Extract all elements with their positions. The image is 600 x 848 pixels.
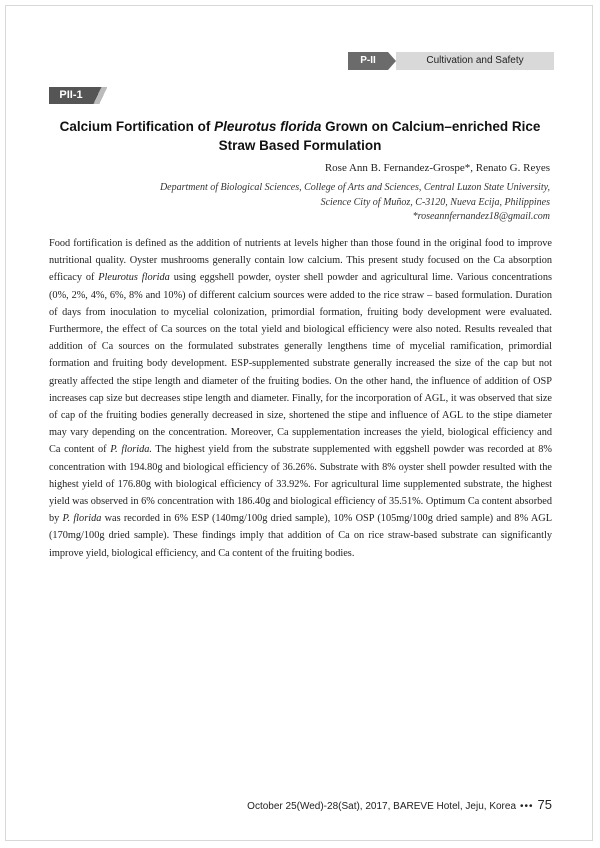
authors: Rose Ann B. Fernandez-Grospe*, Renato G. Reyes	[324, 162, 550, 174]
page-number: 75	[537, 797, 552, 812]
title-part1: Calcium Fortification of	[59, 119, 215, 134]
badge-stripe-icon	[93, 87, 109, 104]
abstract-text-3: The highest yield from the substrate supplemented with eggshell powder was recorded at 8% concentration with 194.80g and biological efficiency of 36.26%. Substrate with 8% oyster shell powder resulted with the highest yield of 176.80g with biological efficiency of 33.92%. For agricultural lime supplemented substrate, the highest yield was observed in 6% concentration with 186.40g and biological efficiency of 35.51%. Optimum Ca content absorbed by	[49, 444, 552, 525]
affiliation-line2: Science City of Muñoz, C-3120, Nueva Ecija, Philippines	[320, 196, 550, 208]
paper-title	[40, 117, 560, 155]
session-code: P-II	[348, 52, 388, 70]
badge-code: PII-1	[49, 87, 93, 104]
abstract-text-1: Food fortification is defined as the addition of nutrients at levels higher than those found in the original food to improve nutritional quality. Oyster mushrooms generally contain low calcium. This present study focused on the Ca absorption efficacy of	[49, 238, 552, 284]
affiliation-line1: Department of Biological Sciences, College of Arts and Sciences, Central Luzon State University,	[159, 182, 550, 193]
abstract-text-2: using eggshell powder, oyster shell powder and agricultural lime. Various concentrations (0%, 2%, 4%, 6%, 8% and 10%) of different calcium sources were added to the rice straw – based formulation. Duration of days from inoculation to mycelial colonization, primordial formation, fruiting body development were evaluated. Furthermore, the effect of Ca sources on the total yield and biological efficiency were also noted. Results revealed that addition of Ca sources on the formulated substrates generally lengthens time of mycelial ramification, primordial formation and fruiting body development. ESP-supplemented substrate generally increased the size of the cap but not greatly affected the stipe length and diameter of the fruiting bodies. On the other hand, the influence of addition of OSP increases cap size but decreases stipe length and diameter. Finally, for the incorporation of AGL, it was observed that size of cap of the fruiting bodies generally decreased in size, shortened the stipe and influence of AGL to the stipe diameter may vary depending on the concentration. Moreover, Ca supplementation increases the yield, biological efficiency and Ca content of	[49, 272, 552, 456]
session-label: Cultivation and Safety	[396, 52, 554, 70]
abstract-species-1: Pleurotus florida	[98, 272, 170, 284]
affiliation	[70, 181, 550, 225]
abstract-badge	[49, 87, 109, 104]
footer-dots: •••	[520, 801, 534, 812]
abstract-species-2: P. florida.	[110, 444, 152, 456]
abstract-species-3: P. florida	[62, 513, 102, 525]
affiliation-email: *roseannfernandez18@gmail.com	[412, 211, 550, 222]
abstract-text-4: was recorded in 6% ESP (140mg/100g dried sample), 10% OSP (105mg/100g dried sample) and 8% AGL (170mg/100g dried sample). These findings imply that addition of Ca on rice straw-based substrate can significantly improve yield, biological efficiency, and Ca content of the fruiting bodies.	[49, 513, 552, 559]
footer-event: October 25(Wed)-28(Sat), 2017, BAREVE Hotel, Jeju, Korea	[247, 801, 517, 812]
page-footer	[247, 797, 552, 812]
session-header	[348, 52, 554, 70]
abstract-body	[49, 235, 552, 562]
title-species: Pleurotus florida	[214, 119, 322, 134]
session-arrow-icon	[388, 52, 396, 70]
title-part2: Grown on Calcium–enriched Rice Straw Based Formulation	[218, 119, 541, 153]
